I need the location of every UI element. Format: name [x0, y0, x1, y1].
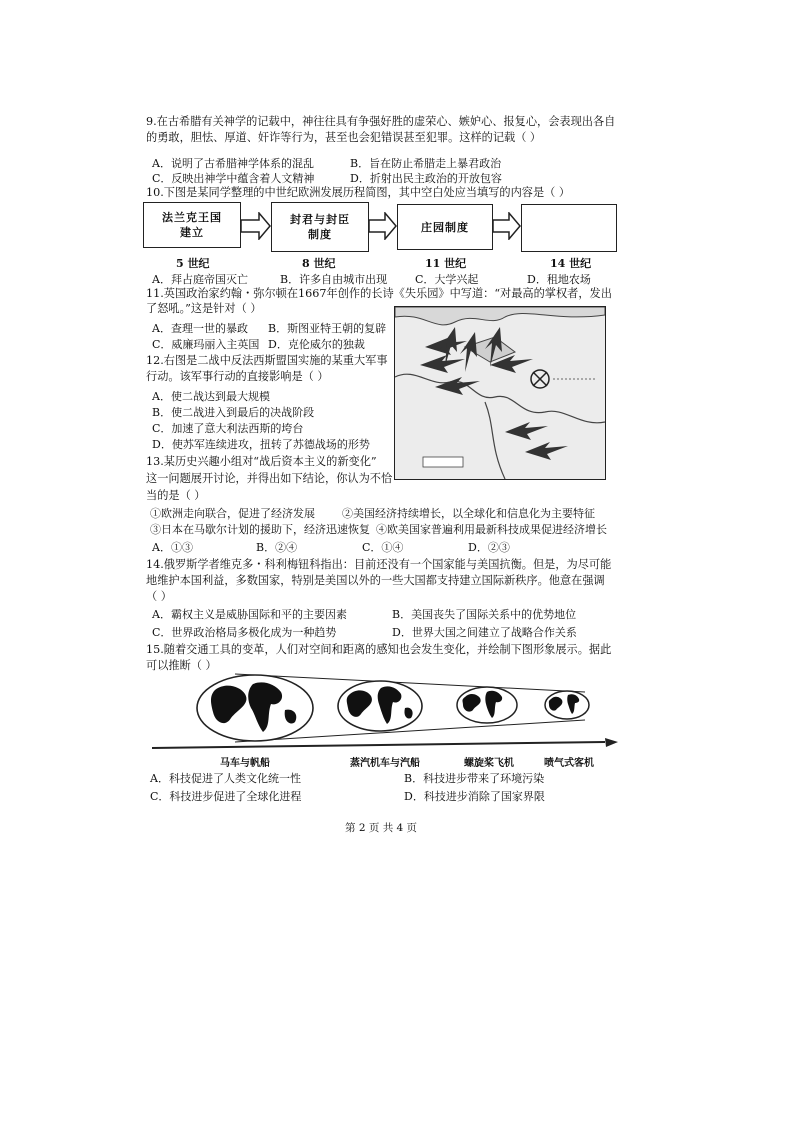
q15-option-a: A．科技促进了人类文化统一性 [150, 772, 301, 785]
q10-option-a: A．拜占庭帝国灭亡 [152, 273, 248, 286]
q11-option-b: B．斯图亚特王朝的复辟 [268, 322, 387, 335]
q15-option-d: D．科技进步消除了国家界限 [404, 790, 545, 803]
q14-stem-line3: （ ） [146, 590, 172, 603]
q14-stem-line2: 地维护本国利益，多数国家，特别是美国以外的一些大国都支持建立国际新秩序。他意在强调 [146, 574, 605, 587]
q13-option-c: C．①④ [362, 541, 404, 554]
flow-arrow-3 [493, 212, 521, 240]
q9-option-c: C．反映出神学中蕴含着人文精神 [152, 172, 315, 185]
flow-box-1: 法兰克王国 建立 [143, 202, 241, 248]
q12-stem-line2: 行动。该军事行动的直接影响是（ ） [146, 370, 329, 383]
page-footer: 第 2 页 共 4 页 [345, 822, 418, 834]
q15-stem-line2: 可以推断（ ） [146, 659, 217, 672]
q13-option-d: D．②③ [468, 541, 510, 554]
q14-stem-line1: 14.俄罗斯学者维克多・科利梅钮科指出：目前还没有一个国家能与美国抗衡。但是，为尽可能 [146, 558, 612, 571]
q12-option-b: B．使二战进入到最后的决战阶段 [152, 406, 315, 419]
map-icon [395, 307, 605, 479]
q9-stem-line2: 的勇敢，胆怯、厚道、奸诈等行为，甚至也会犯错误甚至犯罪。这样的记载（ ） [146, 131, 542, 144]
globe-icon [457, 687, 517, 723]
q13-stem-line3: 当的是（ ） [146, 489, 206, 502]
globe-label-2: 蒸汽机车与汽船 [350, 758, 420, 769]
q15-option-c: C．科技进步促进了全球化进程 [150, 790, 302, 803]
globe-icon [197, 675, 313, 741]
century-label-4: 14 世纪 [550, 257, 592, 270]
century-label-2: 8 世纪 [302, 257, 336, 270]
flow-box-4-blank [521, 204, 617, 252]
q14-option-a: A．霸权主义是威胁国际和平的主要因素 [152, 608, 347, 621]
q13-statement-1: ①欧洲走向联合，促进了经济发展 [150, 507, 315, 520]
q9-option-b: B．旨在防止希腊走上暴君政治 [350, 157, 502, 170]
globe-icon [338, 681, 422, 731]
q10-option-c: C．大学兴起 [415, 273, 479, 286]
q9-stem-line1: 9.在古希腊有关神学的记载中，神往往具有争强好胜的虚荣心、嫉妒心、报复心，会表现出各自 [146, 115, 616, 128]
globe-label-1: 马车与帆船 [220, 758, 270, 769]
q15-stem-line1: 15.随着交通工具的变革，人们对空间和距离的感知也会发生变化，并绘制下图形象展示。据此 [146, 643, 612, 656]
q12-option-c: C．加速了意大利法西斯的垮台 [152, 422, 304, 435]
q13-statement-4: ④欧美国家普遍利用最新科技成果促进经济增长 [376, 523, 607, 536]
q14-option-b: B．美国丧失了国际关系中的优势地位 [392, 608, 577, 621]
q9-option-a: A．说明了古希腊神学体系的混乱 [152, 157, 314, 170]
q13-stem-line2: 这一问题展开讨论，并得出如下结论，你认为不恰 [146, 472, 393, 485]
q11-option-d: D．克伦威尔的独裁 [268, 338, 365, 351]
globe-label-3: 螺旋桨飞机 [464, 758, 514, 769]
q10-option-d: D．租地农场 [527, 273, 591, 286]
flow-arrow-1 [241, 212, 271, 240]
q14-option-d: D．世界大国之间建立了战略合作关系 [392, 626, 577, 639]
q11-option-a: A．查理一世的暴政 [152, 322, 248, 335]
q12-option-d: D．使苏军连续进攻，扭转了苏德战场的形势 [152, 438, 370, 451]
flow-box-2: 封君与封臣 制度 [271, 202, 369, 252]
flow-arrow-2 [369, 212, 397, 240]
q13-option-b: B．②④ [256, 541, 298, 554]
q12-option-a: A．使二战达到最大规模 [152, 390, 270, 403]
q9-option-d: D．折射出民主政治的开放包容 [350, 172, 502, 185]
century-label-1: 5 世纪 [176, 257, 210, 270]
q11-stem-line1: 11.英国政治家约翰・弥尔顿在1667年创作的长诗《失乐园》中写道：“对最高的掌权者，发出 [146, 287, 612, 300]
q10-option-b: B．许多自由城市出现 [280, 273, 388, 286]
q13-statement-3: ③日本在马歇尔计划的援助下，经济迅速恢复 [150, 523, 370, 536]
q12-stem-line1: 12.右图是二战中反法西斯盟国实施的某重大军事 [146, 354, 388, 367]
globe-label-4: 喷气式客机 [544, 758, 594, 769]
q14-option-c: C．世界政治格局多极化成为一种趋势 [152, 626, 337, 639]
globe-icon [545, 691, 589, 719]
q15-timeline-arrow [150, 738, 620, 752]
flow-box-3: 庄园制度 [397, 204, 493, 250]
q10-stem: 10.下图是某同学整理的中世纪欧洲发展历程简图，其中空白处应当填写的内容是（ ） [146, 186, 571, 199]
century-label-3: 11 世纪 [425, 257, 467, 270]
q12-military-map [394, 306, 606, 480]
q11-stem-line2: 了怒吼。”这是针对（ ） [146, 302, 262, 315]
q11-option-c: C．威廉玛丽入主英国 [152, 338, 260, 351]
q13-option-a: A．①③ [152, 541, 193, 554]
q13-stem-line1: 13.某历史兴趣小组对“战后资本主义的新变化” [146, 455, 377, 468]
q13-statement-2: ②美国经济持续增长，以全球化和信息化为主要特征 [342, 507, 595, 520]
q15-option-b: B．科技进步带来了环境污染 [404, 772, 545, 785]
